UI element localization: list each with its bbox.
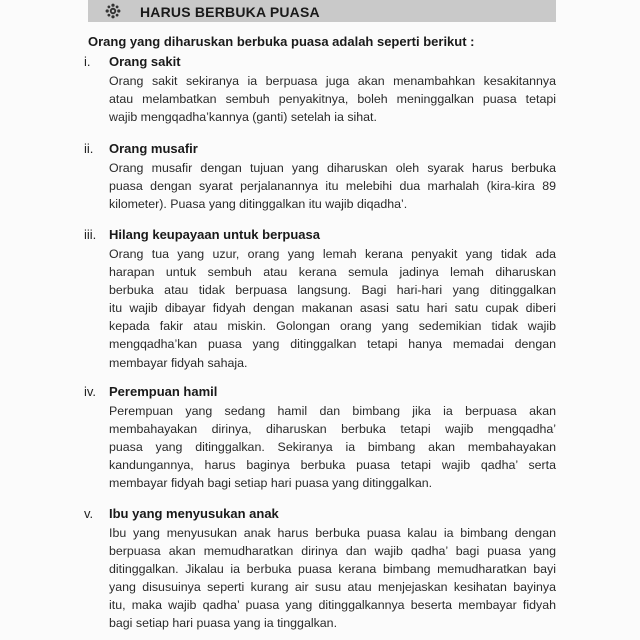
text-line: atau melambatkan sembuh penyakitnya, boleh meninggalkan puasa tetapi xyxy=(109,92,556,107)
text-line: bagi setiap hari puasa yang ia tinggalkan. xyxy=(109,616,338,631)
text-line: wajib mengqadha’kannya (ganti) setelah ia sihat. xyxy=(109,110,377,125)
text-line: puasa dengan syarat perjalanannya itu melebihi dua marhalah (kira-kira 89 xyxy=(109,179,556,194)
section-heading: Orang musafir xyxy=(109,141,198,156)
section-body xyxy=(109,159,556,213)
ornament-icon xyxy=(96,0,130,22)
text-line: berbuka atau tidak berpuasa langsung. Bagi hari-hari yang ditinggalkan xyxy=(109,283,556,298)
text-line: Ibu yang menyusukan anak harus berbuka puasa kalau ia bimbang dengan xyxy=(109,526,556,540)
section-body xyxy=(109,245,556,372)
text-line: kepada fakir atau miskin. Golongan orang yang sedemikian tidak wajib xyxy=(109,319,556,334)
text-line: membayar fidyah bagi setiap hari puasa yang ditinggalkan. xyxy=(109,476,433,491)
text-line: yang disusuinya seperti kurang air susu atau menjejaskan kesihatan bayinya xyxy=(109,580,556,595)
section-body xyxy=(109,402,556,492)
text-line: berpuasa akan memudharatkan dirinya dan wajib qadha’ bagi puasa yang xyxy=(109,544,556,559)
section-numeral: ii. xyxy=(84,141,94,156)
section-header-bar xyxy=(88,0,556,22)
text-line: Orang musafir dengan tujuan yang diharuskan oleh syarak harus berbuka xyxy=(109,161,556,175)
section-numeral: i. xyxy=(84,54,91,69)
section-body xyxy=(109,72,556,126)
intro-text: Orang yang diharuskan berbuka puasa adalah seperti berikut : xyxy=(88,34,475,49)
text-line: membayar fidyah sahaja. xyxy=(109,355,248,370)
text-line: Orang sakit sekiranya ia berpuasa juga akan menambahkan kesakitannya xyxy=(109,74,556,88)
section-numeral: iv. xyxy=(84,384,97,399)
text-line: membahayakan dirinya, diharuskan berbuka tetapi wajib mengqadha’ xyxy=(109,422,556,437)
text-line: kandungannya, harus baginya berbuka puasa tetapi wajib qadha’ serta xyxy=(109,458,556,473)
section-numeral: v. xyxy=(84,506,94,521)
text-line: mengqadha’kan puasa yang ditinggalkan tetapi hanya memadai dengan xyxy=(109,337,556,352)
text-line: harapan untuk sembuh atau kerana semula jadinya lemah diharuskan xyxy=(109,265,556,280)
text-line: itu, maka wajib qadha’ puasa yang ditinggalkannya beserta membayar fidyah xyxy=(109,598,556,613)
section-numeral: iii. xyxy=(84,227,97,242)
text-line: puasa yang ditinggalkan. Sekiranya ia bimbang akan membahayakan xyxy=(109,440,556,455)
section-heading: Orang sakit xyxy=(109,54,181,69)
text-line: Orang tua yang uzur, orang yang lemah kerana penyakit yang tidak ada xyxy=(109,247,556,261)
section-heading: Ibu yang menyusukan anak xyxy=(109,506,279,521)
page-title: HARUS BERBUKA PUASA xyxy=(140,3,320,20)
section-heading: Perempuan hamil xyxy=(109,384,218,399)
section-heading: Hilang keupayaan untuk berpuasa xyxy=(109,227,320,242)
text-line: kilometer). Puasa yang ditinggalkan itu wajib diqadha’. xyxy=(109,197,408,212)
text-line: itu wajib dibayar fidyah dengan makanan asasi satu hari satu cupak diberi xyxy=(109,301,556,316)
text-line: ditinggalkan. Jikalau ia berbuka puasa kerana bimbang memudharatkan bayi xyxy=(109,562,556,577)
section-body xyxy=(109,524,556,633)
text-line: Perempuan yang sedang hamil dan bimbang jika ia berpuasa akan xyxy=(109,404,556,418)
